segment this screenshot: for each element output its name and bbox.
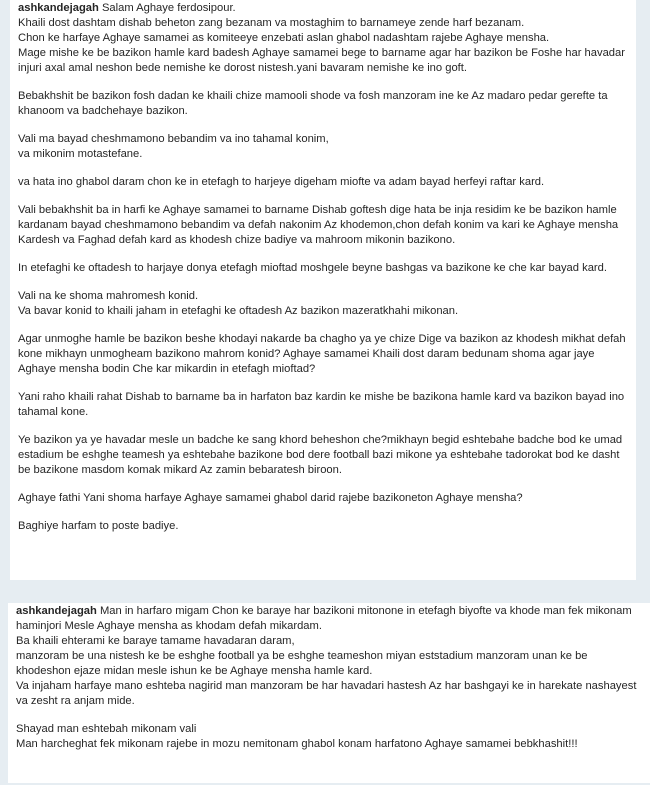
comment-paragraph: Vali na ke shoma mahromesh konid. Va bavar konid to khaili jaham in etefaghi ke oftadesh Az bazikon mazeratkhahi mikonan. [18, 290, 459, 317]
comment-paragraph: Vali bebakhshit ba in harfi ke Aghaye samamei to barname Dishab goftesh dige hata be inja residim ke be bazikon hamle kardanam bayad cheshmamono bebandim va defah nakonim Az khodemon,chon defah konim va kari ke Aghaye mensha Kardesh va Faghad defah kard as khodesh chize badiye va mahroom mikonin bazikono. [18, 204, 619, 246]
comment-text: Salam Aghaye ferdosipour. Khaili dost dashtam dishab beheton zang bezanam va mostaghim to barnameye zende harf bezanam. Chon ke harfaye Aghaye samamei as komiteeye enzebati aslan ghabol nadashtam rajebe Aghaye mensha. Mage mishe ke be bazikon hamle kard badesh Aghaye samamei bege to barname agar har bazikon be Foshe har havadar injuri axal amal neshon bede nemishe ke dorost nistesh.yani bavaram nemishe ke ino goft. [18, 2, 625, 74]
comment-paragraph [18, 1, 628, 76]
comment-text: Man in harfaro migam Chon ke baraye har bazikoni mitonone in etefagh biyofte va khode man fek mikonam haminjori Mesle Aghaye mensha as khodam defah mikardam. Ba khaili ehterami ke baraye tamame havadaran daram, manzoram be una nistesh ke be eshghe football ya be eshghe teameshon miyan eststadium manzoram unan ke be khodeshon ejaze midan mesle ishun ke be Aghaye mensha hamle kard. Va injaham harfaye mano eshteba nagirid man manzoram be har havadari hastesh Az har bashgayi ke in harekate nashayest va zesht ra anjam mide. [16, 605, 637, 707]
comment-paragraph [16, 604, 642, 709]
comment-paragraph: Bebakhshit be bazikon fosh dadan ke khaili chize mamooli shode va fosh manzoram ine ke Az madaro pedar gerefte ta khanoom va badchehaye bazikon. [18, 90, 608, 117]
comment-paragraph: Yani raho khaili rahat Dishab to barname ba in harfaton baz kardin ke mishe be bazikona hamle kard va bazikon bayad ino tahamal kone. [18, 391, 625, 418]
comment-1 [10, 0, 636, 580]
comment-paragraph: Agar unmoghe hamle be bazikon beshe khodayi nakarde ba chagho ya ye chize Dige va bazikon az khodesh mikhat defah kone mikhayn unmogheam bazikono mahrom konid? Aghaye samamei Khaili dost daram bedunam shoma agar jaye Aghaye mensha bodin Che kar mikardin in etefagh mioftad? [18, 333, 626, 375]
comment-2 [8, 603, 650, 783]
comment-paragraph: Shayad man eshtebah mikonam vali Man harcheghat fek mikonam rajebe in mozu nemitonam ghabol konam harfatono Aghaye samamei bebkhashit!!! [16, 723, 578, 750]
comment-paragraph: Aghaye fathi Yani shoma harfaye Aghaye samamei ghabol darid rajebe bazikoneton Aghaye mensha? [18, 492, 523, 504]
comment-paragraph: Baghiye harfam to poste badiye. [18, 520, 179, 532]
comment-paragraph: va hata ino ghabol daram chon ke in etefagh to harjeye digeham miofte va adam bayad herfeyi raftar kard. [18, 176, 545, 188]
username-link[interactable]: ashkandejagah [16, 605, 97, 617]
comment-paragraph: Ye bazikon ya ye havadar mesle un badche ke sang khord beheshon che?mikhayn begid eshtebahe badche bod ke umad estadium be eshghe teamesh ya eshtebahe bazikone bod dere football bazi mikone ya eshtebahe tadorokat bod ke dasht be bazikone masdom komak mikard Az zamin bebaratesh biroon. [18, 434, 623, 476]
comment-paragraph: In etefaghi ke oftadesh to harjaye donya etefagh mioftad moshgele beyne bashgas va bazikone ke che kar bayad kard. [18, 262, 607, 274]
username-link[interactable]: ashkandejagah [18, 2, 99, 14]
comment-paragraph: Vali ma bayad cheshmamono bebandim va ino tahamal konim, va mikonim motastefane. [18, 133, 329, 160]
